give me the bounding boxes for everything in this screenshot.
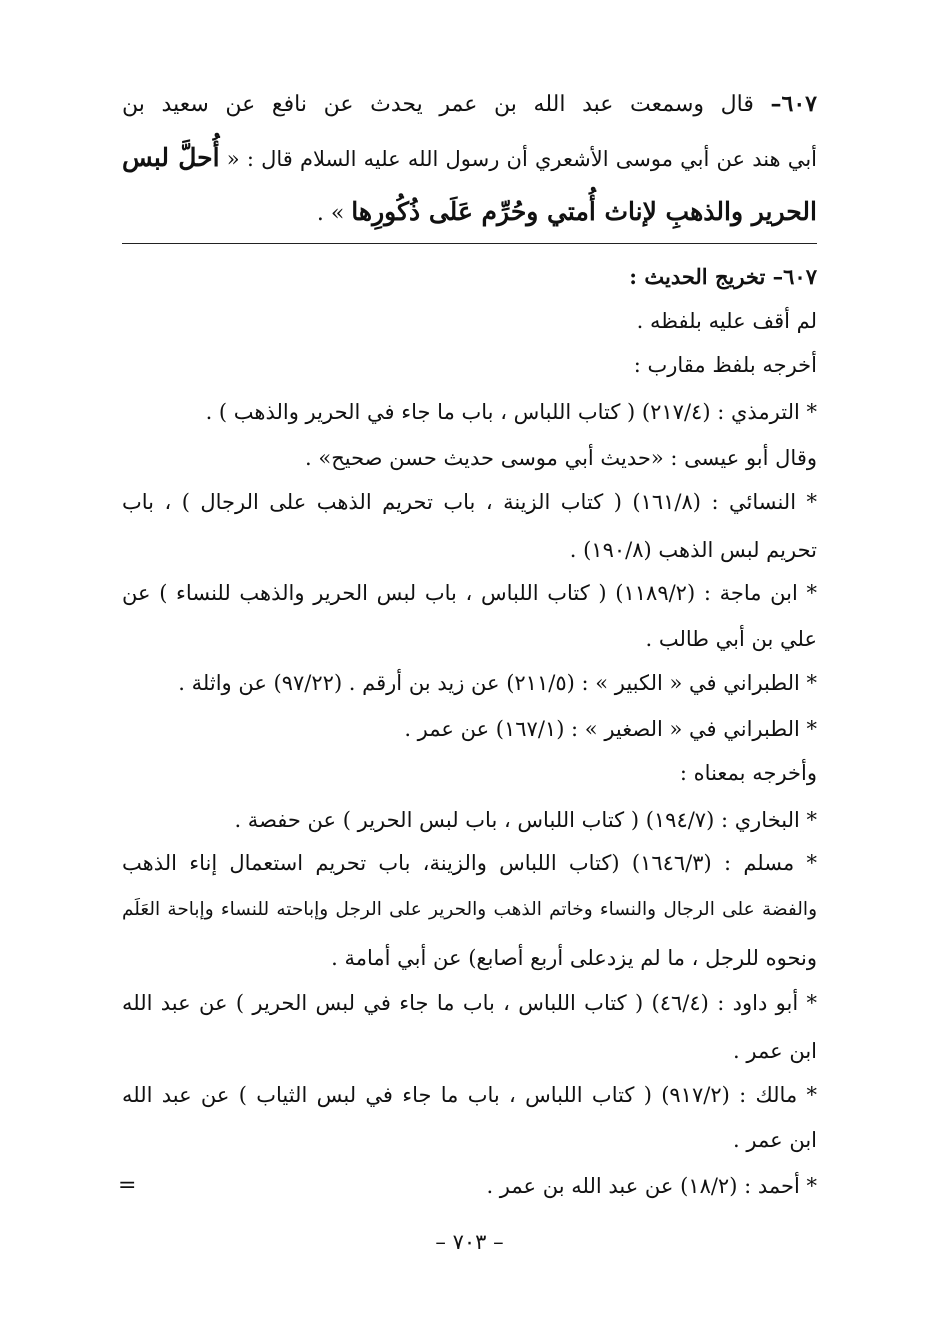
- takhrij-line: * الطبراني في « الصغير » : (١٦٧/١) عن عمر .: [404, 717, 817, 741]
- takhrij-line: * ابن ماجة : (١١٨٩/٢) ( كتاب اللباس ، باب لبس الحرير والذهب للنساء ) عن: [122, 581, 817, 605]
- hadith-line-1: [122, 84, 817, 124]
- hadith-text: قال وسمعت عبد الله بن عمر يحدث عن نافع عن سعيد بن: [122, 92, 754, 117]
- takhrij-line: ابن عمر .: [733, 1039, 817, 1063]
- takhrij-line: * الترمذي : (٢١٧/٤) ( كتاب اللباس ، باب ما جاء في الحرير والذهب ) .: [205, 400, 817, 424]
- hadith-quote: الحرير والذهبِ لإناث أُمتي وحُرِّم عَلَى ذُكُورِها: [351, 197, 817, 226]
- takhrij-line: ابن عمر .: [733, 1128, 817, 1152]
- takhrij-line: لم أقف عليه بلفظه .: [636, 309, 817, 333]
- takhrij-line: * أحمد : (١٨/٢) عن عبد الله بن عمر .: [486, 1174, 817, 1198]
- takhrij-heading: ٦٠٧– تخريج الحديث :: [629, 264, 817, 289]
- takhrij-line: والفضة على الرجال والنساء وخاتم الذهب والحرير على الرجل وإباحته للنساء وإباحة العَلَم: [122, 899, 817, 920]
- hadith-line-2: [122, 138, 817, 178]
- hadith-number: ٦٠٧–: [770, 91, 817, 117]
- takhrij-line: ونحوه للرجل ، ما لم يزدعلى أربع أصابع) عن أبي أمامة .: [331, 946, 817, 970]
- hadith-text: » .: [316, 201, 345, 226]
- page-number: – ٧٠٣ –: [435, 1230, 504, 1254]
- continuation-mark: =: [118, 1173, 137, 1198]
- takhrij-line: * البخاري : (١٩٤/٧) ( كتاب اللباس ، باب لبس الحرير ) عن حفصة .: [234, 808, 817, 832]
- takhrij-line: * مالك : (٩١٧/٢) ( كتاب اللباس ، باب ما جاء في لبس الثياب ) عن عبد الله: [122, 1083, 817, 1107]
- hadith-text: أبي هند عن أبي موسى الأشعري أن رسول الله عليه السلام قال : «: [226, 147, 817, 171]
- takhrij-line: * النسائي : (١٦١/٨) ( كتاب الزينة ، باب تحريم الذهب على الرجال ) ، باب: [122, 490, 817, 514]
- takhrij-line: وأخرجه بمعناه :: [679, 761, 817, 785]
- hadith-quote: أُحلَّ لبس: [122, 143, 220, 172]
- takhrij-line: * أبو داود : (٤٦/٤) ( كتاب اللباس ، باب ما جاء في لبس الحرير ) عن عبد الله: [122, 991, 817, 1015]
- takhrij-line: * الطبراني في « الكبير » : (٢١١/٥) عن زيد بن أرقم . (٩٧/٢٢) عن واثلة .: [178, 671, 817, 695]
- takhrij-line: أخرجه بلفظ مقارب :: [633, 353, 817, 377]
- takhrij-line: علي بن أبي طالب .: [645, 627, 817, 651]
- footnote-separator: [122, 243, 817, 244]
- takhrij-line: * مسلم : (١٦٤٦/٣) (كتاب اللباس والزينة، باب تحريم استعمال إناء الذهب: [122, 851, 817, 875]
- hadith-line-3: [122, 192, 817, 232]
- takhrij-line: وقال أبو عيسى : «حديث أبي موسى حديث حسن صحيح» .: [305, 446, 817, 470]
- takhrij-line: تحريم لبس الذهب (١٩٠/٨) .: [569, 538, 817, 562]
